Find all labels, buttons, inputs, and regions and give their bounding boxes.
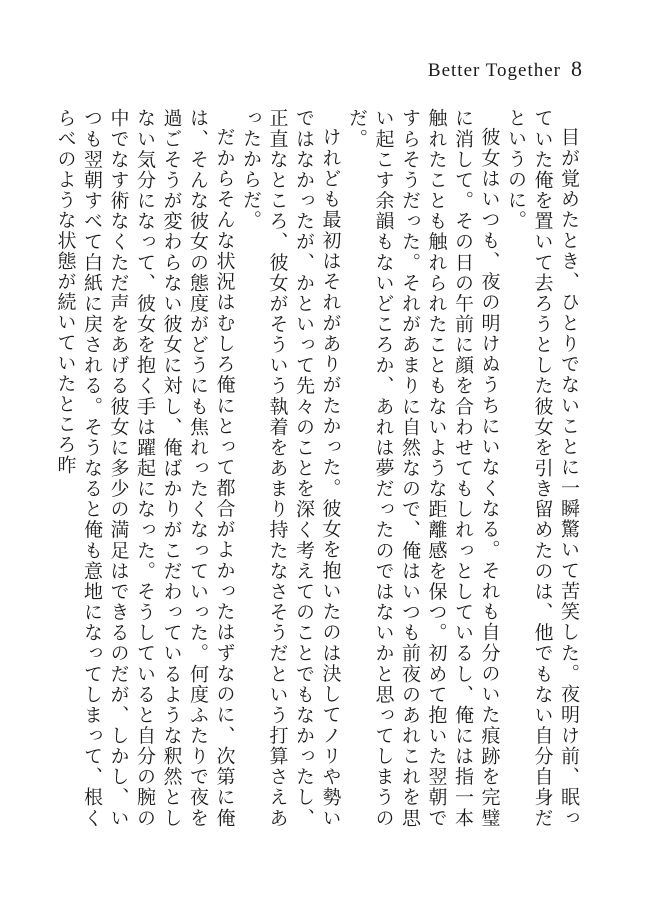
paragraph: 目が覚めたとき、ひとりでないことに一瞬驚いて苦笑した。夜明け前、眠っていた俺を置いて去ろうとした彼女を引き留めたのは、他でもない自分自身だというのに。 [505, 108, 580, 828]
book-title: Better Together [427, 60, 561, 81]
paragraph: だからそんな状況はむしろ俺にとって都合がよかったはずなのに、次第に俺は、そんな彼女の態度がどうにも焦れったくなっていった。何度ふたりで夜を過ごそうが変わらない彼女に対し、俺ばかりがこだわっているような釈然としない気分になって、彼女を抱く手は躍起になった。そうしていると自分の腕の中でなす術なくただ声をあげる彼女に多少の満足はできるのだが、しかし、いつも翌朝すべて白紙に戻される。そうなると俺も意地になってしまって、根くらべのような状態が続いていたところ昨 [54, 108, 236, 828]
paragraph: けれども最初はそれがありがたかった。彼女を抱いたのは決してノリや勢いではなかったが、かといって先々のことを深く考えてのことでもなかったし、正直なところ、彼女がそういう執着をあまり持たなさそうだという打算さえあったからだ。 [240, 108, 342, 828]
page-number: 8 [571, 56, 583, 81]
running-header [428, 56, 583, 82]
paragraph: 彼女はいつも、夜の明けぬうちにいなくなる。それも自分のいた痕跡を完璧に消して。その日の午前に顔を合わせてもしれっとしているし、俺には指一本触れたことも触れられたこともないような距離感を保つ。初めて抱いた翌朝ですらそうだった。それがあまりに自然なので、俺はいつも前夜のあれこれを思い起こす余韻もないどころか、あれは夢だったのではないかと思ってしまうのだ。 [346, 108, 501, 828]
vertical-body-text [54, 108, 582, 828]
